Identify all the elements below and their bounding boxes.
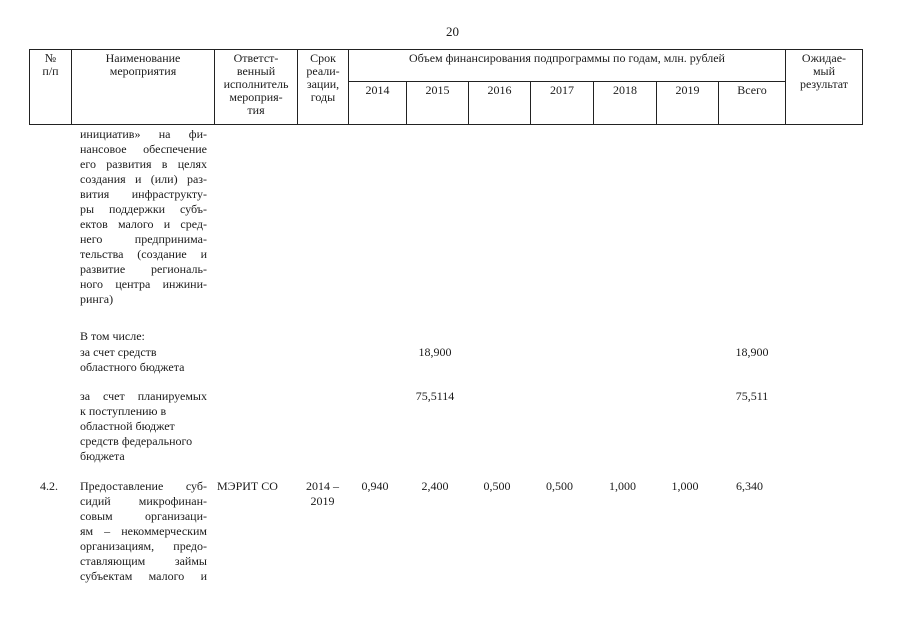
continuation-line: ры поддержки субъ- [80, 202, 207, 216]
header-responsible-line-2: венный [236, 64, 276, 78]
item-value-2016: 0,500 [483, 479, 511, 493]
header-result-cell [786, 50, 863, 125]
source-federal-total: 75,511 [735, 389, 769, 403]
header-term-line-1: Срок [310, 51, 336, 65]
source-regional-total: 18,900 [735, 345, 769, 359]
item-term-line-1: 2014 – [306, 479, 339, 493]
header-result-line-2: мый [812, 64, 836, 78]
page-number: 20 [446, 24, 459, 39]
item-line: субъектам малого и [80, 569, 207, 583]
item-value-2014: 0,940 [361, 479, 389, 493]
source-line: бюджета [80, 449, 125, 463]
header-term-cell [298, 50, 349, 125]
item-value-total: 6,340 [736, 479, 763, 493]
header-funding-title: Объем финансирования подпрограммы по годам, млн. рублей [349, 50, 786, 82]
continuation-line: создания и (или) раз- [80, 172, 207, 186]
continuation-description [80, 127, 207, 307]
source-line: областного бюджета [80, 360, 185, 374]
header-responsible-line-5: тия [247, 103, 265, 117]
continuation-line: развитие региональ- [80, 262, 207, 276]
source-line: к поступлению в [80, 404, 167, 418]
header-responsible-line-3: исполнитель [223, 77, 289, 91]
header-year-2016: 2016 [469, 82, 531, 125]
header-term-line-2: реали- [306, 64, 340, 78]
continuation-line: нансовое обеспечение [80, 142, 207, 156]
continuation-line: его развития в целях [80, 157, 207, 171]
header-name-line-2: мероприятия [109, 64, 177, 78]
continuation-line: ринга) [80, 292, 114, 306]
header-number-line-1: № [44, 51, 57, 65]
source-line: областной бюджет [80, 419, 175, 433]
header-result-line-3: результат [799, 77, 849, 91]
item-line: совым организаци- [80, 509, 207, 523]
item-line: организациям, предо- [80, 539, 207, 553]
item-line: ям – некоммерческим [80, 524, 207, 538]
item-term-line-2: 2019 [310, 494, 335, 508]
header-name-cell [72, 50, 215, 125]
continuation-line: него предпринима- [80, 232, 207, 246]
item-responsible: МЭРИТ СО [217, 479, 278, 493]
item-term [297, 479, 348, 509]
header-responsible-cell [215, 50, 298, 125]
header-responsible-line-4: мероприя- [229, 90, 283, 104]
source-regional-budget [80, 345, 210, 375]
header-year-2019: 2019 [657, 82, 719, 125]
item-number: 4.2. [40, 479, 58, 493]
header-total: Всего [719, 82, 786, 125]
source-line: за счет планируемых [80, 389, 207, 403]
header-number-line-2: п/п [42, 64, 59, 78]
source-line: за счет средств [80, 345, 157, 359]
continuation-line: тельства (создание и [80, 247, 207, 261]
table-header [29, 49, 863, 125]
header-year-2014: 2014 [349, 82, 407, 125]
source-federal-2015: 75,5114 [415, 389, 455, 403]
header-year-2017: 2017 [531, 82, 594, 125]
source-regional-2015: 18,900 [418, 345, 452, 359]
item-line: Предоставление суб- [80, 479, 207, 493]
source-line: средств федерального [80, 434, 193, 448]
item-line: сидий микрофинан- [80, 494, 207, 508]
continuation-line: вития инфраструкту- [80, 187, 207, 201]
item-line: ставляющим займы [80, 554, 207, 568]
including-label: В том числе: [80, 329, 145, 343]
header-result-line-1: Ожидае- [801, 51, 847, 65]
continuation-line: ектов малого и сред- [80, 217, 207, 231]
source-federal-budget [80, 389, 207, 464]
continuation-line: ного центра инжини- [80, 277, 207, 291]
continuation-line: инициатив» на фи- [80, 127, 207, 141]
header-year-2018: 2018 [594, 82, 657, 125]
header-term-line-3: зации, [306, 77, 340, 91]
header-term-line-4: годы [310, 90, 336, 104]
item-value-2015: 2,400 [421, 479, 449, 493]
item-value-2018: 1,000 [609, 479, 636, 493]
header-name-line-1: Наименование [105, 51, 181, 65]
item-description [80, 479, 207, 584]
header-year-2015: 2015 [407, 82, 469, 125]
item-value-2017: 0,500 [546, 479, 573, 493]
header-number-cell [30, 50, 72, 125]
item-value-2019: 1,000 [671, 479, 699, 493]
header-responsible-line-1: Ответст- [233, 51, 279, 65]
